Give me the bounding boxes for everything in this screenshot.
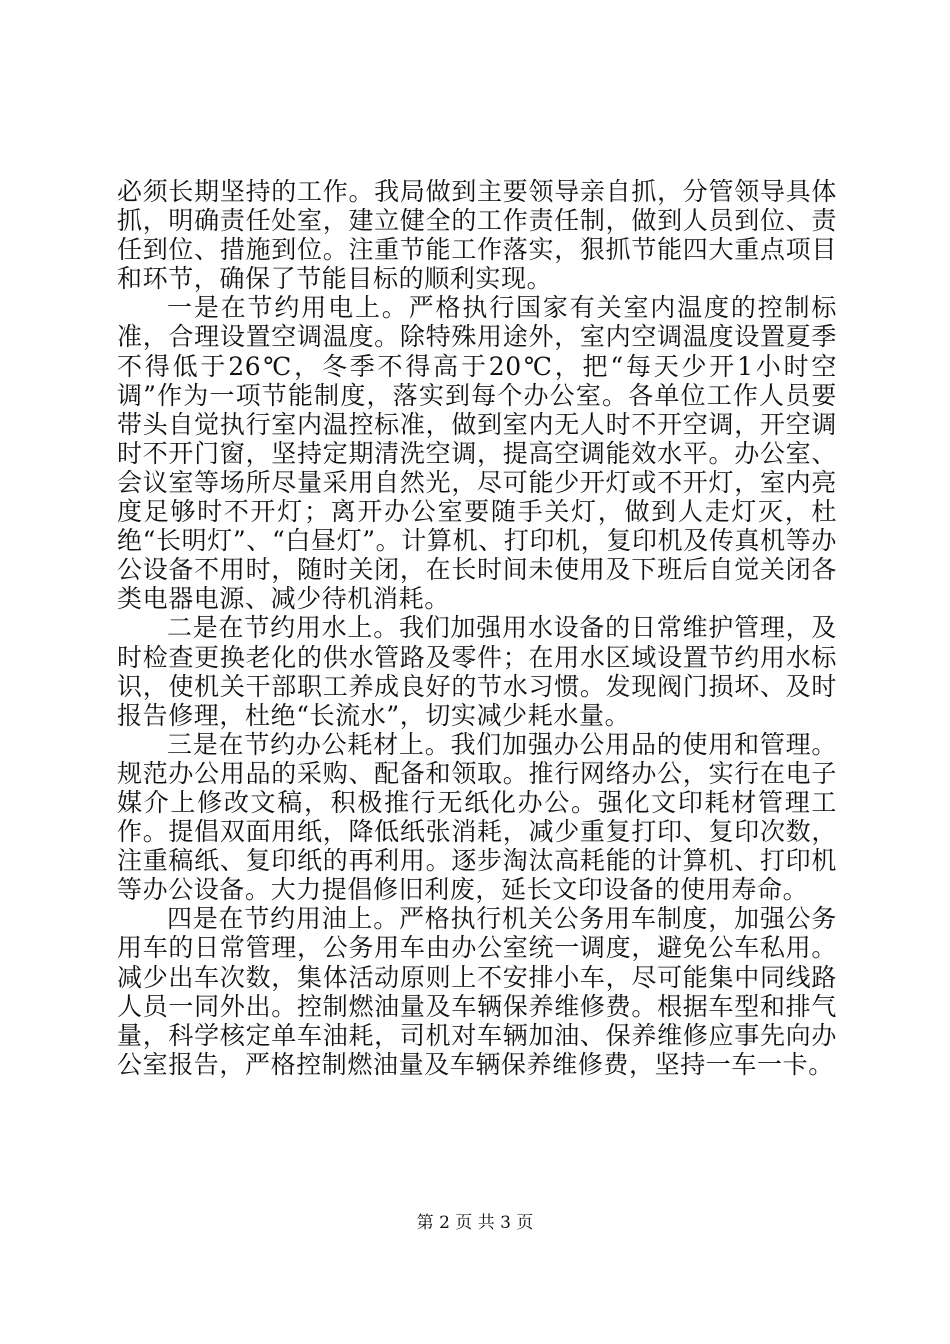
page-number-footer: 第 2 页 共 3 页 (416, 1213, 534, 1233)
paragraph-electricity: 一是在节约用电上。严格执行国家有关室内温度的控制标准，合理设置空调温度。除特殊用途外，室内空调温度设置夏季不得低于26℃，冬季不得高于20℃，把“每天少开1小时空调”作为一项节能制度，落实到每个办公室。各单位工作人员要带头自觉执行室内温控标准，做到室内无人时不开空调，开空调时不开门窗，坚持定期清洗空调，提高空调能效水平。办公室、会议室等场所尽量采用自然光，尽可能少开灯或不开灯，室内亮度足够时不开灯；离开办公室要随手关灯，做到人走灯灭，杜绝“长明灯”、“白昼灯”。计算机、打印机，复印机及传真机等办公设备不用时，随时关闭，在长时间未使用及下班后自觉关闭各类电器电源、减少待机消耗。 (117, 293, 837, 614)
paragraph-water: 二是在节约用水上。我们加强用水设备的日常维护管理，及时检查更换老化的供水管路及零件；在用水区域设置节约用水标识，使机关干部职工养成良好的节水习惯。发现阀门损坏、及时报告修理，杜绝“长流水”，切实减少耗水量。 (117, 613, 837, 730)
paragraph-intro: 必须长期坚持的工作。我局做到主要领导亲自抓，分管领导具体抓，明确责任处室，建立健全的工作责任制，做到人员到位、责任到位、措施到位。注重节能工作落实，狠抓节能四大重点项目和环节，确保了节能目标的顺利实现。 (117, 177, 837, 294)
paragraph-fuel: 四是在节约用油上。严格执行机关公务用车制度，加强公务用车的日常管理，公务用车由办公室统一调度，避免公车私用。减少出车次数，集体活动原则上不安排小车，尽可能集中同线路人员一同外出。控制燃油量及车辆保养维修费。根据车型和排气量，科学核定单车油耗，司机对车辆加油、保养维修应事先向办公室报告，严格控制燃油量及车辆保养维修费，坚持一车一卡。 (117, 904, 837, 1079)
paragraph-office-supplies: 三是在节约办公耗材上。我们加强办公用品的使用和管理。规范办公用品的采购、配备和领取。推行网络办公，实行在电子媒介上修改文稿，积极推行无纸化办公。强化文印耗材管理工作。提倡双面用纸，降低纸张消耗，减少重复打印、复印次数，注重稿纸、复印纸的再利用。逐步淘汰高耗能的计算机、打印机等办公设备。大力提倡修旧利废，延长文印设备的使用寿命。 (117, 729, 837, 905)
document-body (117, 177, 837, 1079)
